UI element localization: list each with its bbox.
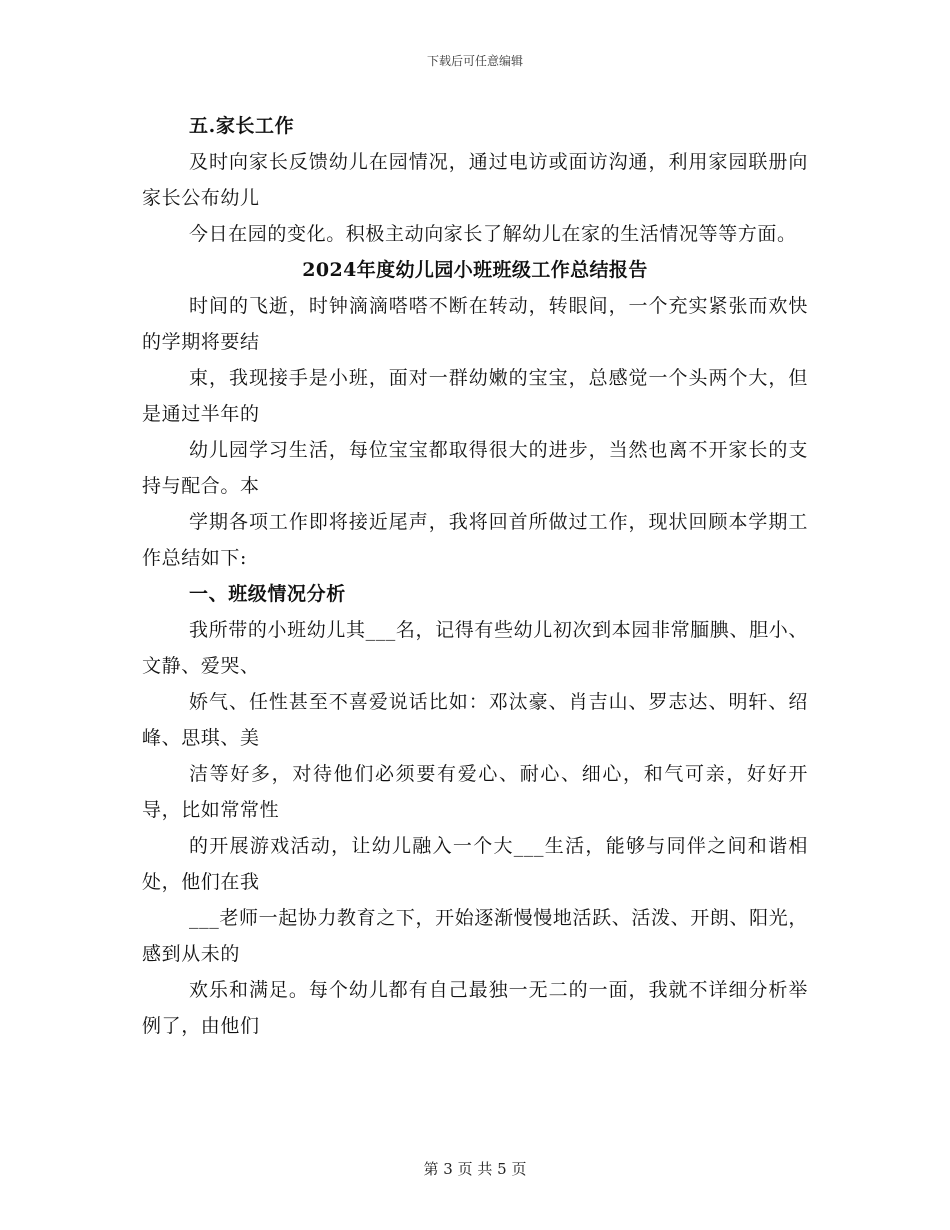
paragraph-5: 幼儿园学习生活，每位宝宝都取得很大的进步，当然也离不开家长的支持与配合。本 — [142, 439, 808, 497]
paragraph-9: 洁等好多，对待他们必须要有爱心、耐心、细心，和气可亲，好好开导，比如常常性 — [142, 763, 808, 821]
section-heading-parent-work: 五.家长工作 — [189, 115, 295, 137]
section-heading-class-analysis: 一、班级情况分析 — [189, 583, 346, 605]
paragraph-7: 我所带的小班幼儿其___名，记得有些幼儿初次到本园非常腼腆、胆小、文静、爱哭、 — [142, 619, 808, 677]
document-body — [142, 108, 808, 1044]
header-note: 下载后可任意编辑 — [426, 54, 523, 68]
paragraph-3: 时间的飞逝，时钟滴滴嗒嗒不断在转动，转眼间，一个充实紧张而欢快的学期将要结 — [142, 295, 808, 353]
page-indicator: 第 3 页 共 5 页 — [423, 1160, 527, 1178]
paragraph-10: 的开展游戏活动，让幼儿融入一个大___生活，能够与同伴之间和谐相处，他们在我 — [142, 835, 808, 893]
paragraph-4: 束，我现接手是小班，面对一群幼嫩的宝宝，总感觉一个头两个大，但是通过半年的 — [142, 367, 808, 425]
paragraph-12: 欢乐和满足。每个幼儿都有自己最独一无二的一面，我就不详细分析举例了，由他们 — [142, 979, 808, 1037]
paragraph-11: ___老师一起协力教育之下，开始逐渐慢慢地活跃、活泼、开朗、阳光，感到从未的 — [142, 907, 808, 965]
document-title: 2024年度幼儿园小班班级工作总结报告 — [302, 259, 648, 281]
paragraph-8: 娇气、任性甚至不喜爱说话比如：邓汰豪、肖吉山、罗志达、明轩、绍峰、思琪、美 — [142, 691, 808, 749]
paragraph-6: 学期各项工作即将接近尾声，我将回首所做过工作，现状回顾本学期工作总结如下: — [142, 511, 808, 569]
paragraph-2: 今日在园的变化。积极主动向家长了解幼儿在家的生活情况等等方面。 — [189, 223, 797, 245]
paragraph-1: 及时向家长反馈幼儿在园情况，通过电访或面访沟通，利用家园联册向家长公布幼儿 — [142, 151, 808, 209]
